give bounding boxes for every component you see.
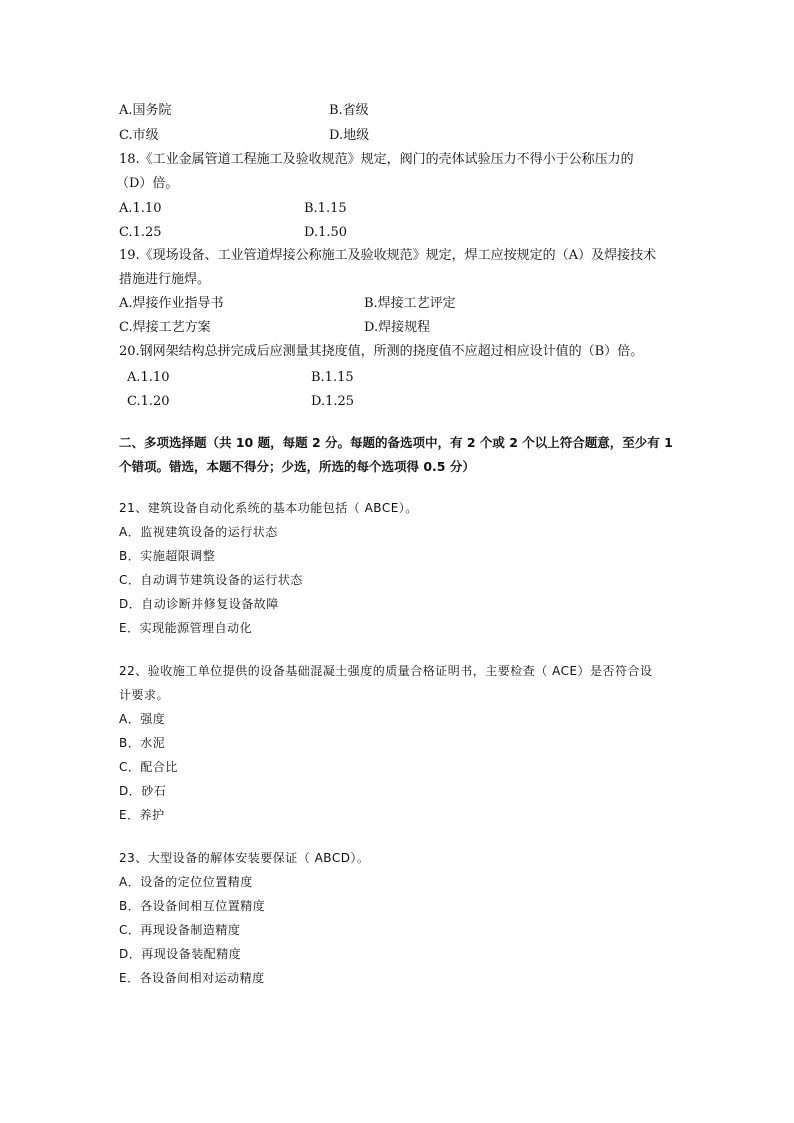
q21-stem: 21、建筑设备自动化系统的基本功能包括（ ABCE）。 [119,501,418,515]
q23-option-c: C．再现设备制造精度 [119,923,241,937]
q19-stem-line1: 19.《现场设备、工业管道焊接公称施工及验收规范》规定，焊工应按规定的（A）及焊接技术 [119,248,657,263]
section2-heading-line2: 个错项。错选，本题不得分；少选，所选的每个选项得 0.5 分） [119,459,475,474]
section2-heading-line1: 二、多项选择题（共 10 题，每题 2 分。每题的备选项中，有 2 个或 2 个以上符合题意，至少有 1 [119,435,673,450]
q22-option-d: D．砂石 [119,784,167,798]
q21-option-b: B．实施超限调整 [119,549,216,563]
q21-option-c: C．自动调节建筑设备的运行状态 [119,573,303,587]
q20-option-b: B.1.15 [311,370,354,385]
q23-stem: 23、大型设备的解体安装要保证（ ABCD）。 [119,851,370,865]
q19-option-d: D.焊接规程 [364,320,431,335]
q22-option-b: B．水泥 [119,736,166,750]
q21-option-a: A．监视建筑设备的运行状态 [119,525,278,539]
q19-option-c: C.焊接工艺方案 [119,320,211,335]
q17-option-b: B.省级 [329,103,369,118]
q21-option-d: D．自动诊断并修复设备故障 [119,597,279,611]
q18-stem-line1: 18.《工业金属管道工程施工及验收规范》规定，阀门的壳体试验压力不得小于公称压力的 [119,152,634,167]
q22-option-e: E．养护 [119,808,165,822]
q19-option-b: B.焊接工艺评定 [364,296,456,311]
q20-option-d: D.1.25 [311,394,355,409]
q22-option-a: A．强度 [119,712,166,726]
q22-option-c: C．配合比 [119,760,178,774]
q19-option-a: A.焊接作业指导书 [119,296,224,311]
q20-stem: 20.钢网架结构总拼完成后应测量其挠度值，所测的挠度值不应超过相应设计值的（B）倍。 [119,344,644,359]
q23-option-e: E．各设备间相对运动精度 [119,971,265,985]
q22-stem-line1: 22、验收施工单位提供的设备基础混凝土强度的质量合格证明书，主要检查（ ACE）是否符合设 [119,664,653,678]
q17-option-a: A.国务院 [119,103,172,118]
q18-option-c: C.1.25 [119,225,162,240]
q20-option-a: A.1.10 [127,370,170,385]
q21-option-e: E．实现能源管理自动化 [119,621,253,635]
q23-option-a: A．设备的定位位置精度 [119,875,253,889]
q20-option-c: C.1.20 [127,394,170,409]
q23-option-b: B．各设备间相互位置精度 [119,899,266,913]
q18-stem-line2: （D）倍。 [116,176,179,191]
q23-option-d: D．再现设备装配精度 [119,947,242,961]
q18-option-d: D.1.50 [304,225,348,240]
q18-option-a: A.1.10 [119,201,162,216]
q17-option-d: D.地级 [329,128,370,143]
q19-stem-line2: 措施进行施焊。 [119,272,211,287]
q22-stem-line2: 计要求。 [119,688,170,702]
q17-option-c: C.市级 [119,128,159,143]
q18-option-b: B.1.15 [304,201,347,216]
